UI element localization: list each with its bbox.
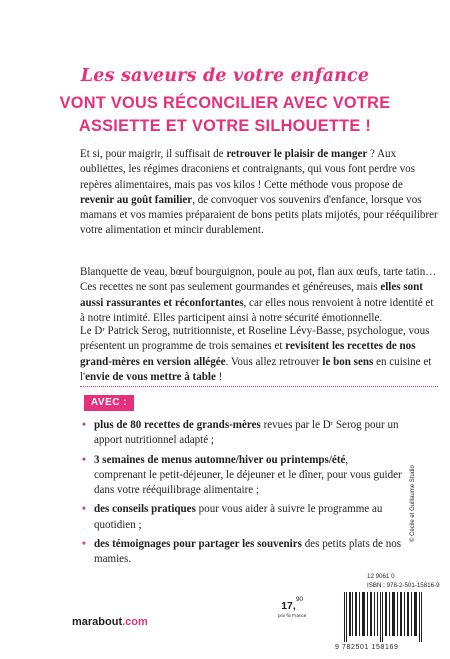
price-tag: [278, 596, 306, 618]
bullet-icon: •: [82, 538, 86, 551]
paragraph-authors: Le Dʳ Patrick Serog, nutritionniste, et Roseline Lévy-Basse, psychologue, vous présentent un programme de trois semaines et revisitent les recettes de nos grand-mères en version allégée. Vous allez retrouver le bon sens en cuisine et l'envie de vous mettre à table !: [80, 325, 432, 383]
barcode: [340, 592, 430, 652]
photo-credit: © Cécile et Guillaume Studio: [410, 465, 416, 542]
price-amount: 17,: [281, 600, 296, 612]
feature-list: [82, 418, 402, 572]
bullet-icon: •: [82, 503, 86, 516]
paragraph-intro: Et si, pour maigrir, il suffisait de retrouver le plaisir de manger ? Aux oubliettes, les régimes draconiens et contraignants, qui vous font perdre vos repères alimentaires, mais pas vos kilos ! Cette méthode vous propose de revenir au goût familier, de convoquer vos souvenirs d'enfance, lorsque vos mamans et vos mamies préparaient de bons petits plats mijotés, pour rééquilibrer votre alimentation et mincir durablement.: [80, 148, 438, 237]
list-item: • 3 semaines de menus automne/hiver ou printemps/été, comprenant le petit-déjeuner, le déjeuner et le dîner, pour vous guider dans votre rééquilibrage alimentaire ;: [82, 453, 402, 497]
headline-subtitle-line2: ASSIETTE ET VOTRE SILHOUETTE !: [78, 117, 372, 135]
bullet-icon: •: [82, 419, 86, 431]
product-codes: [367, 572, 440, 590]
list-item: • plus de 80 recettes de grands-mères revues par le Dʳ Serog pour un apport nutritionnel adapté ;: [82, 419, 399, 447]
bullet-icon: •: [82, 453, 86, 466]
price-note: prix fix France: [278, 613, 307, 618]
list-item: • des témoignages pour partager les souvenirs des petits plats de nos mamies.: [82, 538, 402, 566]
price-cents: 90: [295, 596, 304, 603]
section-divider: [80, 386, 438, 387]
headline-subtitle-line1: VONT VOUS RÉCONCILIER AVEC VOTRE: [59, 94, 391, 112]
product-code: 12 9061 0: [367, 573, 395, 580]
paragraph-recipes: Blanquette de veau, bœuf bourguignon, poule au pot, flan aux œufs, tarte tatin… Ces recettes ne sont pas seulement gourmandes et généreuses, mais elles sont aussi rassurantes et réconfortantes, car elles nous renvoient à notre identité et à notre intimité. Elles participent ainsi à notre sécurité émotionnelle.: [80, 266, 437, 324]
headline-subtitle: [0, 92, 450, 138]
barcode-digits: 9 782501 158169: [335, 644, 399, 651]
isbn: ISBN : 978-2-501-15816-9: [367, 582, 440, 589]
publisher-logo: marabout.com: [72, 616, 148, 628]
list-item: • des conseils pratiques pour vous aider à suivre le programme au quotidien ;: [82, 503, 383, 531]
headline-tagline: Les saveurs de votre enfance: [80, 66, 370, 86]
avec-label: AVEC :: [84, 395, 134, 411]
barcode-icon: [340, 592, 430, 642]
